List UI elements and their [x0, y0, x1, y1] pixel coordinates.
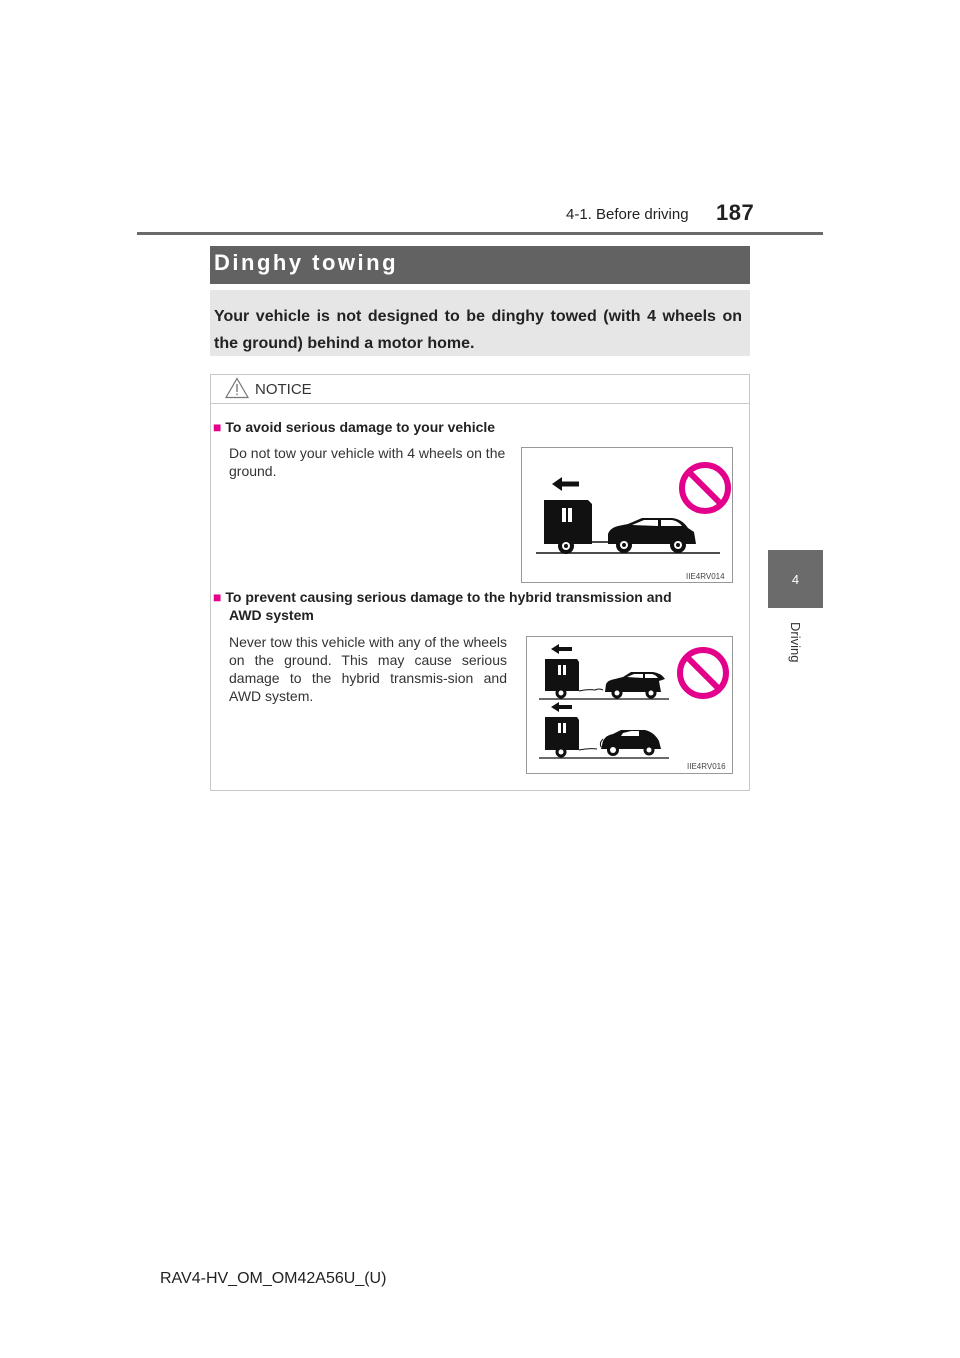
towing-illustration: [522, 448, 732, 582]
prohibition-icon: [680, 650, 726, 696]
figure-code: IIE4RV016: [687, 762, 726, 771]
notice-item-heading: [213, 418, 495, 436]
notice-item-body: Do not tow your vehicle with 4 wheels on the ground.: [229, 445, 506, 479]
chapter-label-text: Driving: [788, 622, 803, 663]
notice-item-heading-text: AWD system: [229, 607, 314, 623]
motor-home-icon: [545, 717, 579, 758]
motor-home-icon: [544, 500, 592, 554]
square-bullet-icon: ■: [213, 589, 222, 605]
notice-item-heading-text: To avoid serious damage to your vehicle: [225, 419, 496, 435]
towing-illustration: [527, 637, 732, 773]
figure-code: IIE4RV014: [686, 572, 725, 581]
notice-item-body: Never tow this vehicle with any of the wheels on the ground. This may cause serious damage to the hybrid transmis-sion and AWD system.: [229, 634, 507, 704]
suv-car-icon: [600, 730, 661, 756]
notice-item-heading-text: To prevent causing serious damage to the hybrid transmission and: [225, 589, 672, 605]
page-title: Dinghy towing: [214, 250, 399, 275]
notice-label: NOTICE: [255, 381, 312, 398]
header-rule: [137, 232, 823, 235]
warning-triangle-icon: [225, 377, 249, 399]
arrow-left-icon: [551, 644, 572, 654]
page-number: 187: [716, 200, 755, 225]
intro-text: Your vehicle is not designed to be dinghy towed (with 4 wheels on the ground) behind a motor home.: [214, 308, 742, 352]
document-code: RAV4-HV_OM_OM42A56U_(U): [160, 1270, 387, 1287]
towing-prohibited-figure: [521, 447, 733, 583]
chapter-label: [766, 622, 826, 682]
notice-item-heading: [213, 588, 744, 624]
notice-header-divider: [211, 403, 749, 404]
chapter-number: 4: [791, 572, 800, 587]
section-title: 4-1. Before driving: [566, 206, 689, 223]
arrow-left-icon: [551, 702, 572, 712]
suv-car-icon: [605, 672, 665, 699]
suv-car-icon: [608, 518, 696, 553]
prohibition-icon: [682, 465, 728, 511]
motor-home-icon: [545, 659, 579, 699]
arrow-left-icon: [552, 477, 579, 491]
towing-prohibited-figure: [526, 636, 733, 774]
square-bullet-icon: ■: [213, 419, 222, 435]
